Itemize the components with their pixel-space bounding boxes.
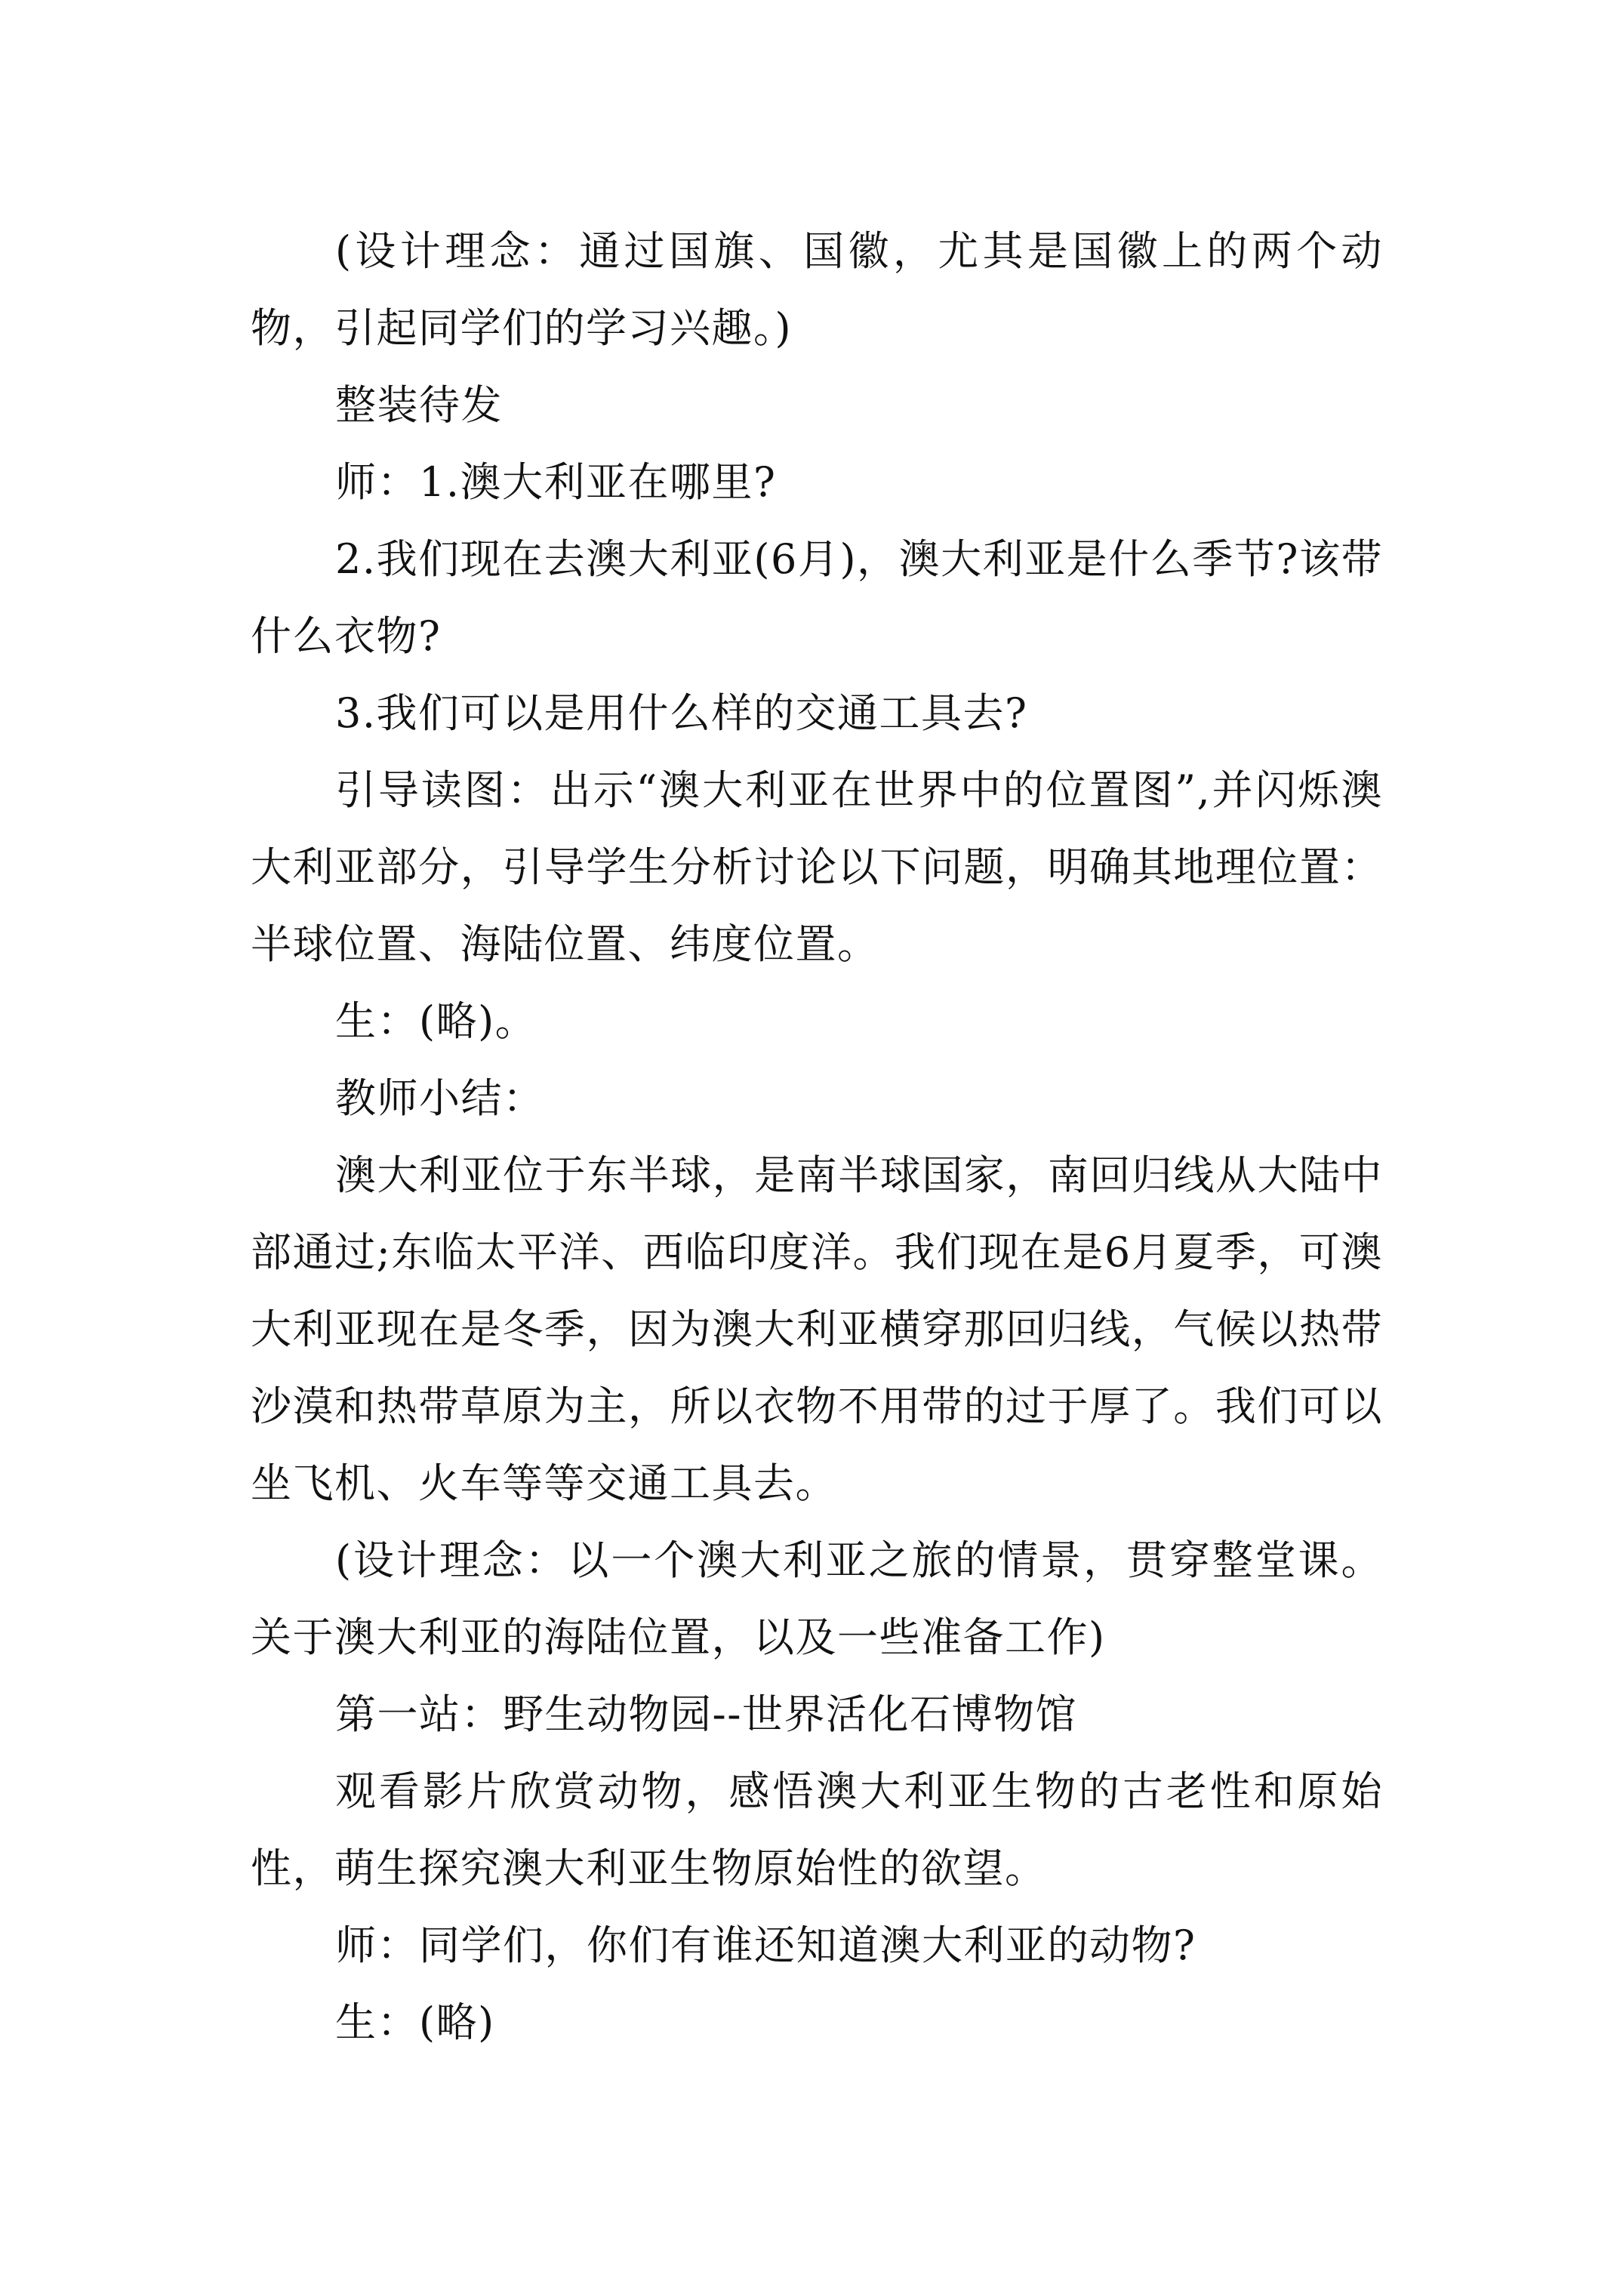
paragraph-student-answer-2: 生：(略): [335, 1999, 495, 2046]
paragraph-design-concept-1: (设计理念：通过国旗、国徽，尤其是国徽上的两个动物，引起同学们的学习兴趣。): [251, 227, 1383, 352]
paragraph-guided-map-reading: 引导读图：出示“澳大利亚在世界中的位置图”,并闪烁澳大利亚部分，引导学生分析讨论以下问题，明确其地理位置：半球位置、海陆位置、纬度位置。: [251, 766, 1383, 968]
paragraph-teacher-question-2: 2.我们现在去澳大利亚(6月)，澳大利亚是什么季节?该带什么衣物?: [251, 535, 1383, 660]
paragraph-section-heading-prepare: 整装待发: [335, 381, 503, 429]
document-body: [251, 213, 1383, 2061]
paragraph-teacher-summary-heading: 教师小结：: [335, 1074, 545, 1122]
paragraph-watch-film: 观看影片欣赏动物，感悟澳大利亚生物的古老性和原始性，萌生探究澳大利亚生物原始性的欲望。: [251, 1767, 1383, 1892]
paragraph-teacher-question-1: 师：1.澳大利亚在哪里?: [335, 458, 777, 506]
paragraph-first-stop: 第一站：野生动物园--世界活化石博物馆: [335, 1690, 1077, 1738]
paragraph-student-answer-1: 生：(略)。: [335, 997, 537, 1045]
paragraph-teacher-summary: 澳大利亚位于东半球，是南半球国家，南回归线从大陆中部通过;东临太平洋、西临印度洋。我们现在是6月夏季，可澳大利亚现在是冬季，因为澳大利亚横穿那回归线，气候以热带沙漠和热带草原为主，所以衣物不用带的过于厚了。我们可以坐飞机、火车等等交通工具去。: [251, 1151, 1383, 1507]
paragraph-design-concept-2: (设计理念：以一个澳大利亚之旅的情景，贯穿整堂课。关于澳大利亚的海陆位置，以及一些准备工作): [251, 1536, 1383, 1661]
paragraph-teacher-question-3: 3.我们可以是用什么样的交通工具去?: [335, 689, 1028, 737]
paragraph-teacher-question-animals: 师：同学们，你们有谁还知道澳大利亚的动物?: [335, 1922, 1196, 1969]
